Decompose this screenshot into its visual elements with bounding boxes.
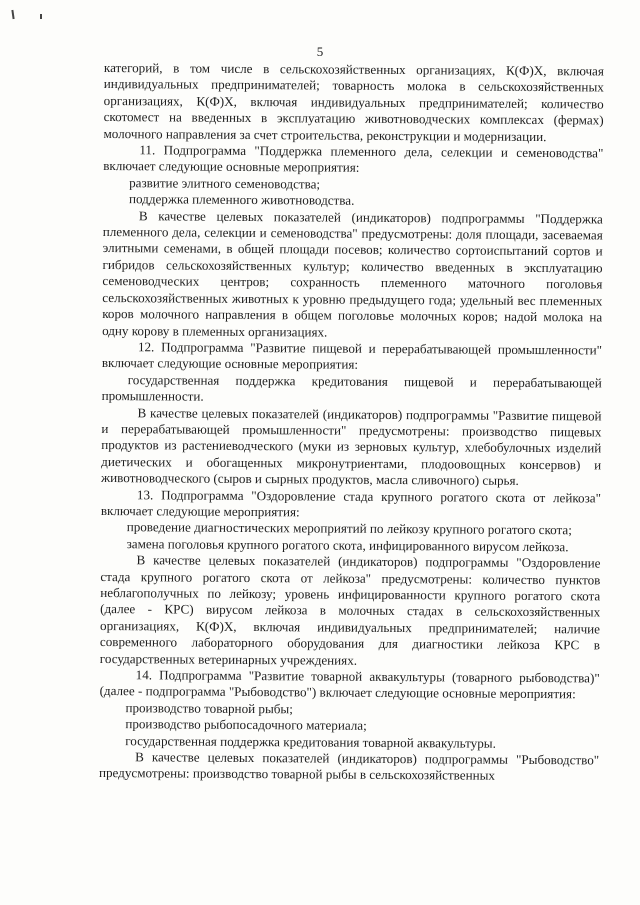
list-item: замена поголовья крупного рогатого скота, инфицированного вирусом лейкоза. [126, 535, 569, 555]
paragraph: В качестве целевых показателей (индикаторов) подпрограммы "Рыбоводство" предусмотрены: производство товарной рыбы в сельскохозяйственных [98, 749, 600, 784]
subprogram-paragraph: 14. Подпрограмма "Развитие товарной аквакультуры (товарного рыбоводства)" (далее - подпрограмма "Рыбоводство") включает следующие основные мероприятия: [99, 667, 600, 702]
subprogram-paragraph: 11. Подпрограмма "Поддержка племенного дела, селекции и семеноводства" включает следующие основные мероприятия: [103, 142, 604, 176]
paragraph: В качестве целевых показателей (индикаторов) подпрограммы "Поддержка племенного дела, селекции и семеноводства" предусмотрены: доля площади, засеваемая элитными семенами, в общей площади посевов; количество сортоиспытаний сортов и гибридов сельскохозяйственных культур; количество введенных в эксплуатацию семеноводческих центров; сохранность племенного маточного поголовья сельскохозяйственных животных к уровню предыдущего года; удельный вес племенных коров молочного направления в общем поголовье молочных коров; надой молока на одну корову в племенных организациях. [102, 207, 603, 340]
subprogram-paragraph: 12. Подпрограмма "Развитие пищевой и перерабатывающей промышленности" включает следующие основные мероприятия: [101, 339, 603, 373]
list-item: поддержка племенного животноводства. [128, 191, 355, 209]
page-number: 5 [316, 44, 324, 59]
list-item: проведение диагностических мероприятий по лейкозу крупного рогатого скота; [126, 519, 572, 538]
list-item: производство товарной рыбы; [125, 700, 293, 717]
list-item: государственная поддержка кредитования товарной аквакультуры. [125, 732, 496, 751]
list-item: производство рыбопосадочного материала; [125, 716, 367, 734]
subprogram-paragraph: 13. Подпрограмма "Оздоровление стада крупного рогатого скота от лейкоза" включает следующие мероприятия: [100, 486, 602, 520]
scan-artifact [40, 14, 42, 19]
paragraph: В качестве целевых показателей (индикаторов) подпрограммы "Развитие пищевой и перерабатывающей промышленности" предусмотрены: производство пищевых продуктов из растениеводческого (муки из зерновых культур, хлебобулочных изделий диетических и обогащенных микронутриентами, плодоовощных консервов) и животноводческого (сыров и сырных продуктов, масла сливочного) сырья. [101, 404, 602, 489]
document-body [99, 60, 604, 785]
scan-artifact [11, 10, 14, 19]
list-item: развитие элитного семеноводства; [129, 175, 321, 192]
paragraph: категорий, в том числе в сельскохозяйственных организациях, К(Ф)Х, включая индивидуальных предпринимателей; товарность молока в сельскохозяйственных организациях, К(Ф)Х, включая индивидуальных предпринимателей; количество скотомест на введенных в эксплуатацию животноводческих комплексах (фермах) молочного направления за счет строительства, реконструкции и модернизации. [103, 60, 604, 144]
list-item: государственная поддержка кредитования пищевой и перерабатывающей промышленности. [101, 371, 602, 404]
paragraph: В качестве целевых показателей (индикаторов) подпрограммы "Оздоровление стада крупного рогатого скота от лейкоза" предусмотрены: количество пунктов неблагополучных по лейкозу; уровень инфицированности крупного рогатого скота (далее - КРС) вирусом лейкоза в молочных стадах в сельскохозяйственных организациях, К(Ф)Х, включая индивидуальных предпринимателей; наличие современного лабораторного оборудования для диагностики лейкоза КРС в государственных ветеринарных учреждениях. [99, 552, 601, 668]
